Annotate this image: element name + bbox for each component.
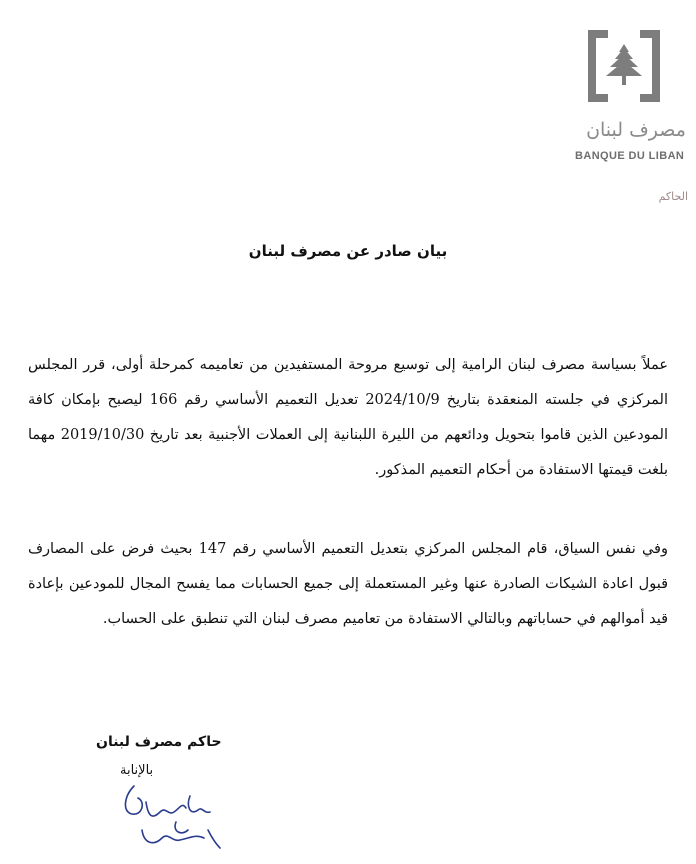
document-title: بيان صادر عن مصرف لبنان (248, 242, 448, 260)
bank-name-arabic: مصرف لبنان (586, 119, 686, 141)
signatory-title: حاكم مصرف لبنان (96, 734, 222, 750)
bank-name-french: BANQUE DU LIBAN (575, 150, 685, 162)
signatory-proxy: بالإنابة (120, 763, 154, 778)
handwritten-signature (116, 772, 226, 862)
paragraph-2: وفي نفس السياق، قام المجلس المركزي بتعديل التعميم الأساسي رقم 147 بحيث فرض على المصارف قبول اعادة الشيكات الصادرة عنها وغير المستعملة إلى جميع الحسابات مما يفسح المجال للمودعين بإعادة قيد أموالهم في حساباتهم وبالتالي الاستفادة من تعاميم مصرف لبنان التي تنطبق على الحساب. (28, 541, 668, 627)
cedar-logo (588, 30, 660, 102)
paragraph-1: عملاً بسياسة مصرف لبنان الرامية إلى توسيع مروحة المستفيدين من تعاميمه كمرحلة أولى، قرر المجلس المركزي في جلسته المنعقدة بتاريخ 2024/10/9 تعديل التعميم الأساسي رقم 166 ليصبح بإمكان كافة المودعين الذين قاموا بتحويل ودائعهم من الليرة اللبنانية إلى العملات الأجنبية بعد تاريخ 2019/10/30 مهما بلغت قيمتها الاستفادة من أحكام التعميم المذكور. (28, 357, 668, 478)
governor-label: الحاكم (658, 190, 688, 203)
